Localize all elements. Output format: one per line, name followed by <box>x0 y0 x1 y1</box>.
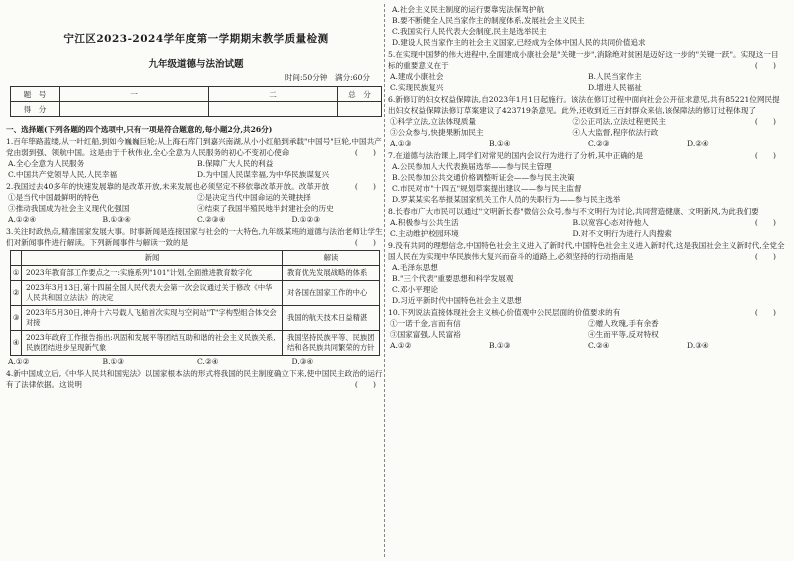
choices <box>6 356 386 367</box>
option[interactable]: B.①③ <box>102 357 125 366</box>
news-row <box>11 266 380 281</box>
answer-paren[interactable]: ( ) <box>754 151 776 160</box>
news-row <box>11 331 380 356</box>
news-header: 新闻 <box>22 251 283 266</box>
exam-subtitle: 九年级道德与法治试题 <box>148 59 244 70</box>
option[interactable]: C.②④ <box>197 357 219 366</box>
option[interactable]: C.②③④ <box>197 215 226 224</box>
question-2 <box>6 181 386 225</box>
question-text: 5.在实现中国梦的伟大进程中,全面建成小康社会是"关键一步",消除绝对贫困是迈好这一步的"关键一跃"。实现这一目标的重要意义在于 <box>388 50 779 70</box>
option[interactable]: C.实现民族复兴 <box>390 83 444 92</box>
news-desc: 对各国在国家工作的中心 <box>283 281 380 306</box>
time-info: 时间:50分钟 满分:60分 <box>284 73 370 82</box>
news-header-blank <box>11 251 22 266</box>
option[interactable]: B.要不断健全人民当家作主的制度体系,发展社会主义民主 <box>392 16 585 25</box>
option[interactable]: B.①③ <box>489 341 511 350</box>
question-text: 2.我国过去40多年的快速发展靠的是改革开放,未来发展也必须坚定不移依靠改革开放。改革开放 <box>6 182 330 191</box>
score-row-header <box>11 87 382 102</box>
option[interactable]: D.罗某某实名举报某国家机关工作人员的失职行为——参与民主选举 <box>392 195 621 204</box>
news-text: 2023年政府工作报告指出:巩固和发展平等团结互助和谐的社会主义民族关系,民族团结进步呈现新气象 <box>22 331 283 356</box>
option[interactable]: C.②③ <box>588 139 610 148</box>
option[interactable]: C.②④ <box>588 341 610 350</box>
exam-title: 宁江区2023-2024学年度第一学期期末教学质量检测 <box>63 33 329 45</box>
option[interactable]: D.为中国人民谋幸福,为中华民族谋复兴 <box>197 170 330 179</box>
news-desc: 教育优先发展战略的体系 <box>283 266 380 281</box>
answer-paren[interactable]: ( ) <box>354 238 376 247</box>
statements <box>388 318 786 340</box>
statements <box>6 192 386 214</box>
score-cell[interactable] <box>60 102 209 117</box>
options <box>388 217 755 239</box>
question-10 <box>388 307 786 351</box>
answer-paren[interactable]: ( ) <box>754 308 776 317</box>
score-cell[interactable] <box>338 102 382 117</box>
news-header-row <box>11 251 380 266</box>
right-column <box>388 0 786 351</box>
option[interactable]: D.①②③ <box>291 215 321 224</box>
score-cell: 得 分 <box>11 102 60 117</box>
statements <box>388 116 755 138</box>
news-text: 2023年教育部工作要点之一:实施系列"101"计划,全面推进教育数字化 <box>22 266 283 281</box>
option[interactable]: C.我国实行人民代表大会制度,民主是选举民主 <box>392 27 547 36</box>
question-text: 7.在道德与法治课上,同学们对常见的国内会议行为进行了分析,其中正确的是 <box>388 151 644 160</box>
answer-paren[interactable]: ( ) <box>754 218 776 227</box>
option[interactable]: D.增进人民福祉 <box>588 83 642 92</box>
score-cell: 题 号 <box>11 87 60 102</box>
news-header: 解读 <box>283 251 380 266</box>
question-text: 4.新中国成立后,《中华人民共和国宪法》以国家根本法的形式将我国的民主制度确立下来,使中国民主政治的运行有了法律依据。这说明 <box>6 369 383 389</box>
news-text: 2023年5月30日,神舟十六号载人飞船首次实现与空间站"T"字构型组合体交会对接 <box>22 306 283 331</box>
answer-paren[interactable]: ( ) <box>354 148 376 157</box>
option[interactable]: A.①② <box>390 341 412 350</box>
option[interactable]: A.毛泽东思想 <box>392 263 438 272</box>
option[interactable]: A.积极参与公共生活 <box>390 218 459 227</box>
option[interactable]: A.①② <box>8 357 30 366</box>
answer-paren[interactable]: ( ) <box>354 182 376 191</box>
option[interactable]: A.①③ <box>390 139 412 148</box>
option[interactable]: B."三个代表"重要思想和科学发展观 <box>392 274 514 283</box>
options <box>6 158 386 180</box>
score-cell: 二 <box>209 87 338 102</box>
news-row <box>11 281 380 306</box>
news-num: ③ <box>11 306 22 331</box>
option[interactable]: D.对不文明行为进行人肉搜索 <box>572 229 672 238</box>
statement: ②公正司法,立法过程更民主 <box>572 117 666 126</box>
option[interactable]: C.中国共产党领导人民,人民幸福 <box>8 170 118 179</box>
option[interactable]: D.②④ <box>687 139 709 148</box>
option[interactable]: B.人民当家作主 <box>588 72 642 81</box>
answer-paren[interactable]: ( ) <box>754 252 776 261</box>
statement: ④人大监督,程序依法行政 <box>572 128 659 137</box>
score-row-points <box>11 102 382 117</box>
statement: ②是决定当代中国命运的关键抉择 <box>197 193 311 202</box>
answer-paren[interactable]: ( ) <box>754 61 776 70</box>
option[interactable]: B.保障广大人民的利益 <box>197 159 274 168</box>
score-table <box>10 86 382 117</box>
statement: ③公众参与,快捷果断加民主 <box>390 128 484 137</box>
option[interactable]: A.社会主义民主制度的运行要靠宪法保驾护航 <box>392 5 545 14</box>
option[interactable]: C.市民对市"十四五"规划草案提出建议——参与民主监督 <box>392 184 582 193</box>
options <box>388 71 786 93</box>
option[interactable]: D.③④ <box>687 341 709 350</box>
answer-paren[interactable]: ( ) <box>754 117 776 126</box>
option[interactable]: A.公民参加人大代表换届选举——参与民主管理 <box>392 162 552 171</box>
question-4-options <box>388 4 786 48</box>
question-9 <box>388 240 786 306</box>
option[interactable]: A.①②④ <box>8 215 37 224</box>
question-4 <box>6 368 386 390</box>
answer-paren[interactable]: ( ) <box>354 380 376 389</box>
news-text: 2023年3月13日,第十四届全国人民代表大会第一次会议通过关于修改《中华人民共和国立法法》的决定 <box>22 281 283 306</box>
question-7 <box>388 150 786 205</box>
section-heading: 一、选择题(下列各题的四个选项中,只有一项是符合题意的,每小题2分,共26分) <box>6 125 273 134</box>
statement: ①科学立法,立法体现质量 <box>390 117 476 126</box>
news-num: ① <box>11 266 22 281</box>
score-cell[interactable] <box>209 102 338 117</box>
option[interactable]: B.①④ <box>489 139 511 148</box>
question-text: 8.长春市广大市民可以通过"文明新长春"微信公众号,参与不文明行为讨论,共同营造健康、文明新风,为此我们要 <box>388 207 759 216</box>
news-desc: 我国的航天技术日益精湛 <box>283 306 380 331</box>
question-1 <box>6 136 386 180</box>
choices <box>6 214 386 225</box>
news-table <box>10 250 380 356</box>
news-desc: 我国坚持民族平等、民族团结和各民族共同繁荣的方针 <box>283 331 380 356</box>
option[interactable]: D.建设人民当家作主的社会主义国家,已经成为全体中国人民的共同价值追求 <box>392 38 646 47</box>
question-6 <box>388 94 786 149</box>
option[interactable]: B.公民参加公共交通价格调整听证会——参与民主决策 <box>392 173 575 182</box>
question-text: 6.新修订的妇女权益保障法,自2023年1月1日起施行。该法在修订过程中面向社会公开征求意见,共有85221位网民提出妇女权益保障法修订草案建议了423719条意见。此外,还收到近三百封群众来信,该保障法的修订过程体现了 <box>388 95 780 115</box>
statement: ①一诺千金,言而有信 <box>390 319 461 328</box>
choices <box>388 138 786 149</box>
option[interactable]: A.建成小康社会 <box>390 72 444 81</box>
option[interactable]: C.邓小平理论 <box>392 285 438 294</box>
option[interactable]: D.习近平新时代中国特色社会主义思想 <box>392 296 522 305</box>
question-text: 10.下列说法直接体现社会主义核心价值观中公民层面的价值要求的有 <box>388 308 621 317</box>
score-cell: 总 分 <box>338 87 382 102</box>
statement: ①是当代中国最鲜明的特色 <box>8 193 100 202</box>
statement: ③推动我国成为社会主义现代化强国 <box>8 204 130 213</box>
option[interactable]: B.以宽容心态对待他人 <box>572 218 649 227</box>
option[interactable]: D.③④ <box>291 357 314 366</box>
question-3 <box>6 226 386 248</box>
statement: ④生而平等,反对特权 <box>588 330 659 339</box>
news-num: ④ <box>11 331 22 356</box>
question-text: 3.关注时政热点,精准国家发展大事。时事新闻是连接国家与社会的一大特色,九年级某班的道德与法治老师让学生们对新闻事件进行解读。下列新闻事件与解读一致的是 <box>6 227 383 247</box>
option[interactable]: C.主动维护校园环境 <box>390 229 459 238</box>
left-column <box>6 0 386 390</box>
option[interactable]: A.全心全意为人民服务 <box>8 159 85 168</box>
statement: ③国家富强,人民富裕 <box>390 330 461 339</box>
news-row <box>11 306 380 331</box>
statement: ④结束了我国半殖民地半封建社会的历史 <box>197 204 334 213</box>
question-text: 1.百年筚路蓝缕,从一叶红船,到如今巍巍巨轮;从上海石库门到嘉兴南湖,从小小红船到承载"中国号"巨轮,中国共产党由弱到强、领航中国。这是由于千秋伟业,全心全意为人民服务的初心不变初心使命 <box>6 137 382 157</box>
question-8 <box>388 206 786 239</box>
choices <box>388 340 786 351</box>
question-5 <box>388 49 786 93</box>
question-text: 9.没有共同的理想信念,中国特色社会主义进入了新时代,中国特色社会主义进入新时代,这是我国社会主义新时代,全党全国人民在为实现中华民族伟大复兴而奋斗的道路上,必须坚持的行动指南是 <box>388 241 785 261</box>
statement: ②赠人玫瑰,手有余香 <box>588 319 659 328</box>
score-cell: 一 <box>60 87 209 102</box>
option[interactable]: B.①③④ <box>102 215 131 224</box>
news-num: ② <box>11 281 22 306</box>
